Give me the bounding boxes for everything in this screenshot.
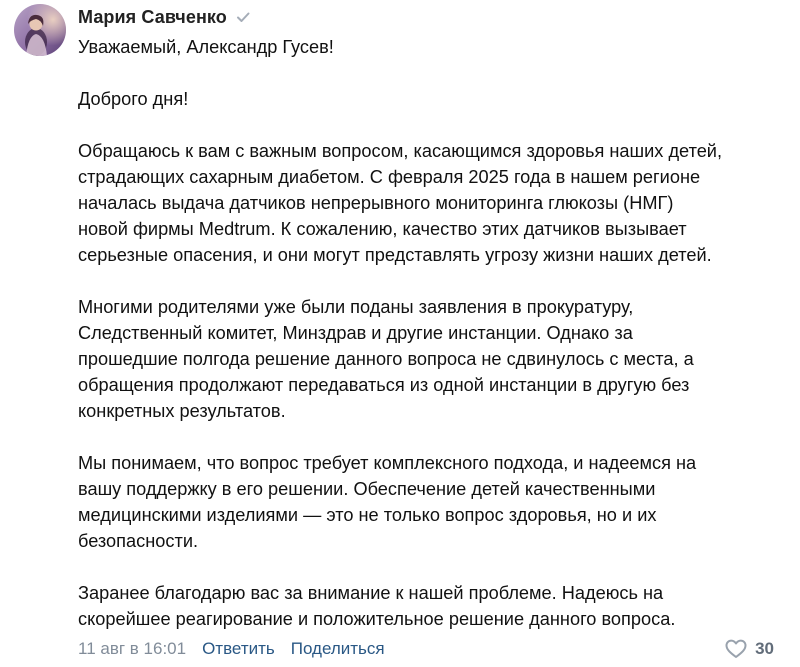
comment-text-line: Мы понимаем, что вопрос требует комплексного подхода, и надеемся на (78, 453, 697, 473)
comment-paragraph (78, 86, 796, 112)
comment-paragraph (78, 34, 796, 60)
share-button[interactable]: Поделиться (290, 639, 385, 658)
reply-button[interactable]: Ответить (202, 639, 275, 658)
heart-icon (725, 639, 747, 659)
comment-text-line: прошедшие полгода решение данного вопроса не сдвинулось с места, а (78, 349, 694, 369)
author-line (78, 0, 796, 34)
comment-text-line: медицинскими изделиями — это не только вопрос здоровья, но и их (78, 505, 657, 525)
comment-text-line: Многими родителями уже были поданы заявления в прокуратуру, (78, 297, 634, 317)
comment-text-line: Уважаемый, Александр Гусев! (78, 37, 334, 57)
comment-timestamp[interactable]: 11 авг в 16:01 (78, 639, 187, 658)
comment-text-line: безопасности. (78, 531, 199, 551)
comment-text-line: Доброго дня! (78, 89, 189, 109)
comment-text (78, 34, 796, 632)
comment-text-line: вашу поддержку в его решении. Обеспечение детей качественными (78, 479, 656, 499)
comment-footer (78, 636, 778, 662)
comment-text-line: конкретных результатов. (78, 401, 286, 421)
comment-text-line: Следственный комитет, Минздрав и другие инстанции. Однако за (78, 323, 633, 343)
comment-paragraph (78, 138, 796, 268)
comment-text-line: страдающих сахарным диабетом. С февраля 2025 года в нашем регионе (78, 167, 701, 187)
comment-paragraph (78, 294, 796, 424)
comment-text-line: Обращаюсь к вам с важным вопросом, касающимся здоровья наших детей, (78, 141, 723, 161)
comment-paragraph (78, 450, 796, 554)
author-name[interactable]: Мария Савченко (78, 6, 227, 27)
comment-content (78, 0, 796, 632)
comment-paragraph (78, 580, 796, 632)
comment-text-line: обращения продолжают передаваться из одной инстанции в другую без (78, 375, 690, 395)
comment-text-line: началась выдача датчиков непрерывного мониторинга глюкозы (НМГ) (78, 193, 674, 213)
like-button[interactable] (725, 636, 774, 662)
author-avatar[interactable] (14, 4, 66, 56)
comment-text-line: серьезные опасения, и они могут представлять угрозу жизни наших детей. (78, 245, 712, 265)
comment-text-line: новой фирмы Medtrum. К сожалению, качество этих датчиков вызывает (78, 219, 687, 239)
comment-text-line: Заранее благодарю вас за внимание к нашей проблеме. Надеюсь на (78, 583, 664, 603)
likes-count: 30 (755, 639, 774, 658)
user-photo-icon (14, 4, 66, 56)
check-mark-icon (235, 9, 251, 25)
comment-text-line: скорейшее реагирование и положительное решение данного вопроса. (78, 609, 676, 629)
